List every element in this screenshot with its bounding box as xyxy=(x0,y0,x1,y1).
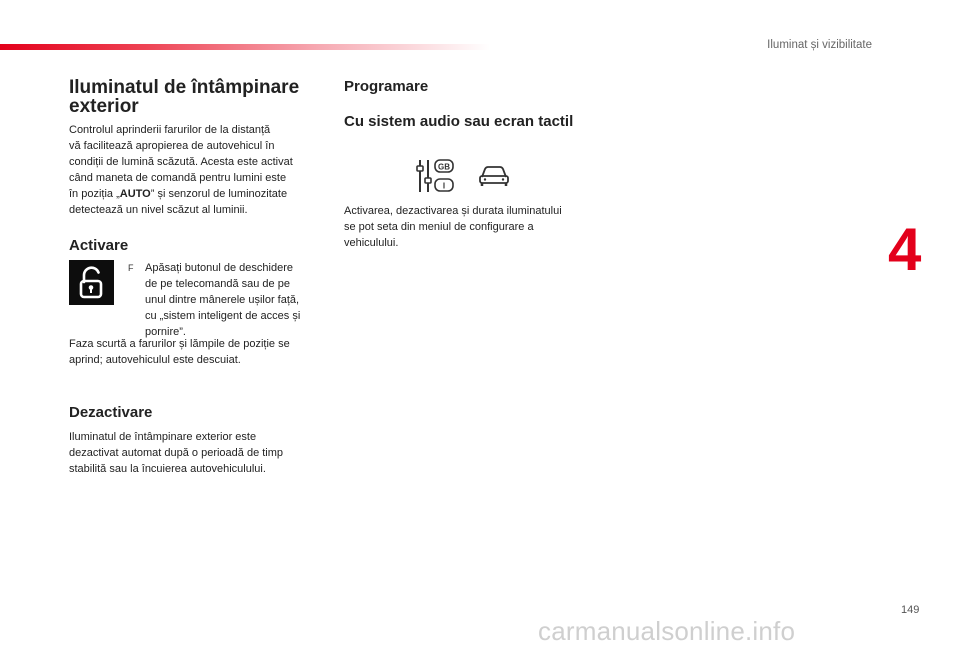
activation-heading: Activare xyxy=(69,237,129,254)
left-column xyxy=(69,77,321,475)
intro-paragraph: Controlul aprinderii farurilor de la distanță vă facilitează apropierea de autovehicul în condiții de lumină scăzută. Acesta este activat când maneta de comandă pentru lumini este în poziția „AUTO” și senzorul de luminozitate detectează un nivel scăzut al luminii. xyxy=(69,124,293,216)
programming-paragraph: Activarea, dezactivarea și durata iluminatului se pot seta din meniul de configurare a vehiculului. xyxy=(344,205,562,249)
bullet-marker: F xyxy=(128,263,134,273)
programming-heading: Programare xyxy=(344,78,429,95)
chapter-number: 4 xyxy=(888,216,922,283)
deactivation-heading: Dezactivare xyxy=(69,404,153,421)
audio-touchscreen-subheading: Cu sistem audio sau ecran tactil xyxy=(344,113,574,130)
section-title: Iluminat și vizibilitate xyxy=(767,39,872,51)
main-title: Iluminatul de întâmpinare exterior xyxy=(69,77,300,117)
settings-sliders-icon xyxy=(416,158,456,199)
activation-bullet: F Apăsați butonul de deschidere de pe telecomandă sau de pe unul dintre mânerele ușilor față, cu „sistem inteligent de acces și pornire”. xyxy=(128,262,301,338)
deactivation-paragraph: Iluminatul de întâmpinare exterior este dezactivat automat după o perioadă de timp stabilită sau la încuierea autovehiculului. xyxy=(69,431,284,475)
header-accent-bar xyxy=(0,44,490,50)
page-number: 149 xyxy=(901,604,920,616)
i-label: I xyxy=(442,181,446,191)
activation-result: Faza scurtă a farurilor și lămpile de poziție se aprind; autovehiculul este descuiat. xyxy=(69,338,290,366)
unlock-icon xyxy=(69,260,114,305)
watermark: carmanualsonline.info xyxy=(538,616,796,646)
gb-label: GB xyxy=(438,162,450,172)
car-icon xyxy=(478,164,510,193)
